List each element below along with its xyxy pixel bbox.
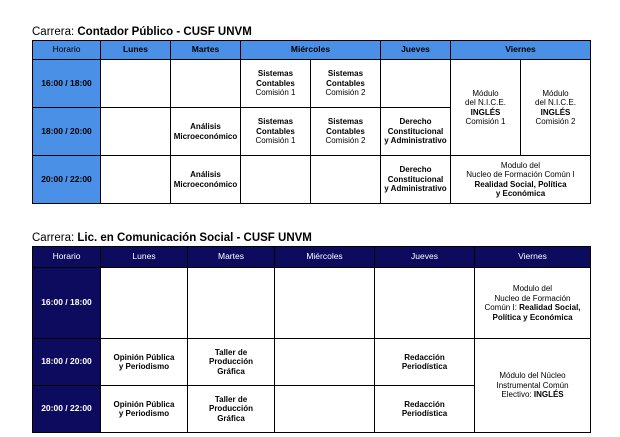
- cell-line: [475, 303, 590, 313]
- cell-line: Comisión 2: [535, 117, 576, 126]
- header-lunes: Lunes: [101, 41, 171, 60]
- cell-line: Microeconómico: [173, 131, 238, 141]
- class-cell-nucleo: [451, 156, 591, 204]
- cell-text: INGLÉS: [533, 390, 564, 400]
- table-row: [33, 268, 591, 339]
- cell-line: Contables: [256, 126, 295, 136]
- cell-line: Derecho: [399, 117, 432, 127]
- class-cell-analisis: [171, 108, 241, 156]
- class-cell-derecho: [381, 108, 451, 156]
- cell-line: Realidad Social, Política: [474, 179, 567, 189]
- table-row: [33, 339, 591, 386]
- class-cell-nice-c1: [451, 60, 521, 156]
- title-prefix: Carrera:: [32, 26, 78, 38]
- cell-text: Común I:: [484, 303, 520, 312]
- cell-line: Comisión 1: [255, 88, 296, 98]
- empty-cell: [241, 156, 311, 204]
- class-cell-instrumental: [475, 339, 591, 433]
- title-prefix: Carrera:: [32, 232, 78, 244]
- cell-line: Instrumental Común: [496, 380, 569, 390]
- cell-line: Constitucional: [387, 174, 444, 184]
- cell-line: Redacción: [404, 399, 445, 409]
- cell-line: y Administrativo: [384, 184, 447, 194]
- schedule-table-contador: [32, 40, 591, 204]
- header-row: [33, 41, 591, 60]
- empty-cell: [101, 156, 171, 204]
- cell-line: Módulo: [472, 88, 499, 98]
- class-cell-nucleo: [475, 268, 591, 339]
- cell-line: [475, 390, 590, 400]
- cell-line: Producción: [208, 357, 253, 367]
- cell-line: Contables: [256, 78, 295, 88]
- cell-line: Sistemas: [257, 69, 294, 79]
- empty-cell: [101, 60, 171, 108]
- schedule-table-comunicacion: [32, 246, 591, 433]
- cell-text: Realidad Social,: [519, 303, 581, 312]
- empty-cell: [188, 268, 275, 339]
- header-miercoles: Miércoles: [275, 247, 375, 268]
- cell-line: Derecho: [399, 165, 432, 175]
- cell-line: Comisión 1: [255, 136, 296, 146]
- cell-line: Periodística: [401, 409, 448, 418]
- hour-cell: 18:00 / 20:00: [33, 108, 101, 156]
- class-cell-redaccion: [375, 339, 475, 386]
- cell-line: INGLÉS: [470, 107, 501, 117]
- cell-line: Microeconómico: [173, 179, 238, 189]
- hour-cell: 16:00 / 18:00: [33, 60, 101, 108]
- class-cell-sistemas-c1: [241, 60, 311, 108]
- cell-line: Módulo: [542, 88, 569, 98]
- cell-line: Nucleo de Formación: [494, 293, 571, 303]
- empty-cell: [101, 268, 188, 339]
- cell-line: Redacción: [404, 352, 445, 362]
- table-row: [33, 156, 591, 204]
- cell-line: Análisis: [190, 122, 221, 131]
- empty-cell: [275, 339, 375, 386]
- cell-line: y Periodismo: [118, 409, 170, 418]
- header-martes: Martes: [171, 41, 241, 60]
- section-title-comunicacion: [32, 231, 312, 245]
- class-cell-derecho: [381, 156, 451, 204]
- cell-line: Contables: [326, 126, 365, 136]
- cell-line: y Económica: [495, 189, 546, 198]
- class-cell-taller: [188, 339, 275, 386]
- cell-line: Sistemas: [327, 69, 364, 79]
- header-horario: Horario: [33, 247, 101, 268]
- hour-cell: 20:00 / 22:00: [33, 386, 101, 433]
- empty-cell: [101, 108, 171, 156]
- class-cell-sistemas-c1: [241, 108, 311, 156]
- class-cell-nice-c2: [521, 60, 591, 156]
- empty-cell: [375, 268, 475, 339]
- header-jueves: Jueves: [375, 247, 475, 268]
- cell-text: Electivo:: [501, 390, 534, 400]
- header-viernes: Viernes: [451, 41, 591, 60]
- header-row: [33, 247, 591, 268]
- cell-line: Opinión Pública: [113, 352, 175, 362]
- cell-line: Constitucional: [387, 126, 444, 136]
- empty-cell: [381, 60, 451, 108]
- cell-line: Gráfica: [217, 366, 245, 376]
- cell-line: del N.I.C.E.: [465, 98, 506, 107]
- hour-cell: 20:00 / 22:00: [33, 156, 101, 204]
- class-cell-redaccion: [375, 386, 475, 433]
- empty-cell: [275, 386, 375, 433]
- cell-line: Contables: [326, 78, 365, 88]
- cell-line: Modulo del: [512, 284, 553, 293]
- empty-cell: [171, 60, 241, 108]
- cell-line: INGLÉS: [540, 107, 571, 117]
- cell-line: Política y Económica: [492, 312, 573, 322]
- cell-line: Taller de: [214, 347, 248, 357]
- cell-line: Sistemas: [257, 117, 294, 127]
- header-horario: Horario: [33, 41, 101, 60]
- cell-line: Modulo del: [500, 160, 541, 170]
- header-viernes: Viernes: [475, 247, 591, 268]
- cell-line: Opinión Pública: [113, 399, 175, 409]
- cell-line: Comisión 2: [325, 88, 366, 98]
- cell-line: Gráfica: [217, 413, 245, 423]
- class-cell-opinion: [101, 339, 188, 386]
- class-cell-taller: [188, 386, 275, 433]
- cell-line: Sistemas: [327, 117, 364, 127]
- class-cell-sistemas-c2: [311, 60, 381, 108]
- cell-line: Nucleo de Formación Común I: [466, 170, 575, 179]
- cell-line: del N.I.C.E.: [535, 98, 576, 107]
- empty-cell: [275, 268, 375, 339]
- cell-line: y Administrativo: [384, 136, 447, 146]
- header-lunes: Lunes: [101, 247, 188, 268]
- header-miercoles: Miércoles: [241, 41, 381, 60]
- cell-line: Comisión 2: [325, 136, 366, 146]
- header-jueves: Jueves: [381, 41, 451, 60]
- hour-cell: 16:00 / 18:00: [33, 268, 101, 339]
- career-name: Lic. en Comunicación Social - CUSF UNVM: [77, 232, 312, 244]
- empty-cell: [311, 156, 381, 204]
- cell-line: y Periodismo: [118, 362, 170, 371]
- career-name: Contador Público - CUSF UNVM: [77, 26, 252, 38]
- cell-line: Producción: [208, 404, 253, 414]
- class-cell-analisis: [171, 156, 241, 204]
- hour-cell: 18:00 / 20:00: [33, 339, 101, 386]
- cell-line: Taller de: [214, 394, 248, 404]
- header-martes: Martes: [188, 247, 275, 268]
- cell-line: Periodística: [401, 362, 448, 371]
- cell-line: Análisis: [190, 170, 221, 179]
- table-row: [33, 60, 591, 108]
- class-cell-opinion: [101, 386, 188, 433]
- section-title-contador: [32, 25, 252, 39]
- cell-line: Módulo del Núcleo: [499, 371, 566, 381]
- cell-line: Comisión 1: [465, 117, 506, 126]
- class-cell-sistemas-c2: [311, 108, 381, 156]
